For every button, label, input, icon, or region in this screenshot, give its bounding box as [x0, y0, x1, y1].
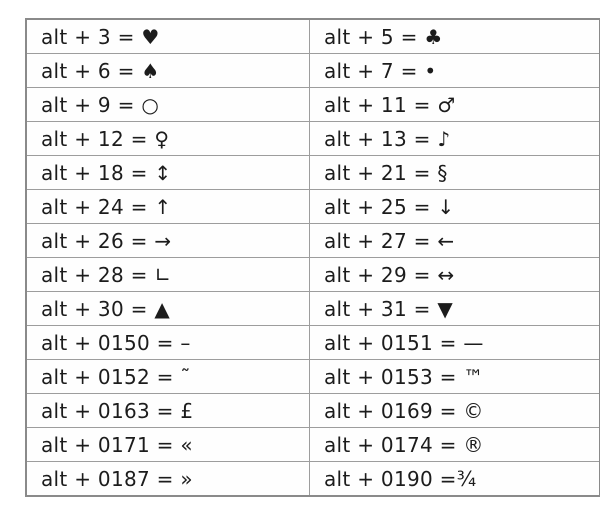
alt-code-cell-left: alt + 9 = ○ — [26, 88, 310, 122]
table-row — [26, 122, 600, 156]
alt-code-cell-left: alt + 24 = ↑ — [26, 190, 310, 224]
alt-code-cell-left: alt + 6 = ♠ — [26, 54, 310, 88]
table-row — [26, 19, 600, 54]
table-row — [26, 462, 600, 497]
table-row — [26, 428, 600, 462]
alt-code-cell-right: alt + 13 = ♪ — [310, 122, 600, 156]
table-row — [26, 360, 600, 394]
alt-code-cell-left: alt + 18 = ↕ — [26, 156, 310, 190]
alt-code-cell-left: alt + 0152 = ˜ — [26, 360, 310, 394]
alt-code-cell-right: alt + 0174 = ® — [310, 428, 600, 462]
alt-code-cell-right: alt + 0169 = © — [310, 394, 600, 428]
alt-code-cell-left: alt + 28 = ∟ — [26, 258, 310, 292]
alt-code-cell-left: alt + 12 = ♀ — [26, 122, 310, 156]
table-row — [26, 190, 600, 224]
alt-code-cell-left: alt + 0150 = – — [26, 326, 310, 360]
table-row — [26, 88, 600, 122]
alt-code-cell-right: alt + 7 = • — [310, 54, 600, 88]
alt-code-cell-right: alt + 0151 = — — [310, 326, 600, 360]
alt-key-codes-table-body — [26, 19, 600, 496]
alt-code-cell-right: alt + 5 = ♣ — [310, 19, 600, 54]
alt-code-cell-left: alt + 0171 = « — [26, 428, 310, 462]
table-row — [26, 394, 600, 428]
alt-code-cell-right: alt + 25 = ↓ — [310, 190, 600, 224]
alt-code-cell-left: alt + 0187 = » — [26, 462, 310, 497]
alt-code-cell-left: alt + 26 = → — [26, 224, 310, 258]
table-row — [26, 156, 600, 190]
table-row — [26, 54, 600, 88]
alt-key-codes-table — [25, 18, 600, 497]
alt-code-cell-left: alt + 3 = ♥ — [26, 19, 310, 54]
alt-code-cell-right: alt + 0190 =¾ — [310, 462, 600, 497]
alt-code-cell-right: alt + 31 = ▼ — [310, 292, 600, 326]
table-row — [26, 258, 600, 292]
table-row — [26, 326, 600, 360]
alt-code-cell-left: alt + 0163 = £ — [26, 394, 310, 428]
table-row — [26, 292, 600, 326]
alt-code-cell-left: alt + 30 = ▲ — [26, 292, 310, 326]
alt-code-cell-right: alt + 0153 = ™ — [310, 360, 600, 394]
alt-code-cell-right: alt + 29 = ↔ — [310, 258, 600, 292]
alt-code-cell-right: alt + 21 = § — [310, 156, 600, 190]
table-row — [26, 224, 600, 258]
alt-code-cell-right: alt + 27 = ← — [310, 224, 600, 258]
alt-code-cell-right: alt + 11 = ♂ — [310, 88, 600, 122]
